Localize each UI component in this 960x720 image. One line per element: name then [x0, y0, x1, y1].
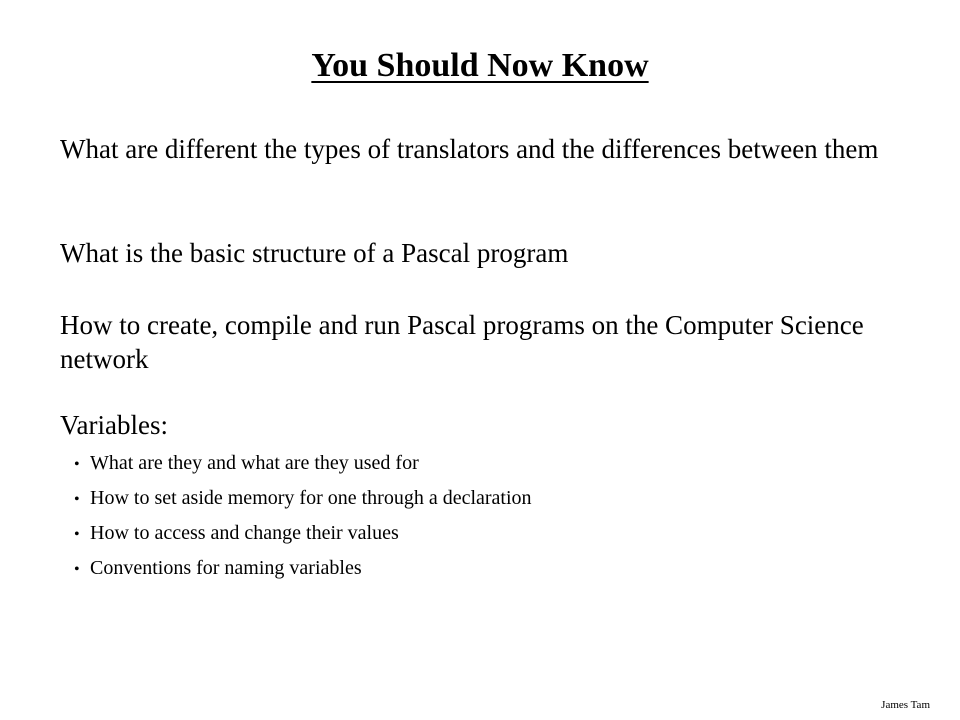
bullet-icon: • [74, 561, 80, 578]
sub-point-text: How to access and change their values [90, 522, 399, 544]
sub-point-access-change [74, 520, 532, 555]
bullet-icon: • [74, 456, 80, 473]
sub-point-naming [74, 555, 532, 590]
point-translators: What are different the types of translators and the differences between them [60, 134, 879, 164]
sub-point-what-are-they [74, 450, 532, 485]
variables-sub-list [74, 450, 532, 590]
sub-point-text: How to set aside memory for one through a declaration [90, 487, 532, 509]
slide-title: You Should Now Know [311, 47, 649, 84]
sub-point-text: What are they and what are they used for [90, 452, 419, 474]
sub-point-declaration [74, 485, 532, 520]
point-program-structure: What is the basic structure of a Pascal program [60, 238, 569, 268]
bullet-icon: • [74, 526, 80, 543]
bullet-icon: • [74, 491, 80, 508]
point-compile-run: How to create, compile and run Pascal programs on the Computer Science network [60, 310, 864, 374]
footer-author: James Tam [881, 699, 930, 711]
point-variables: Variables: [60, 410, 168, 440]
sub-point-text: Conventions for naming variables [90, 557, 362, 579]
